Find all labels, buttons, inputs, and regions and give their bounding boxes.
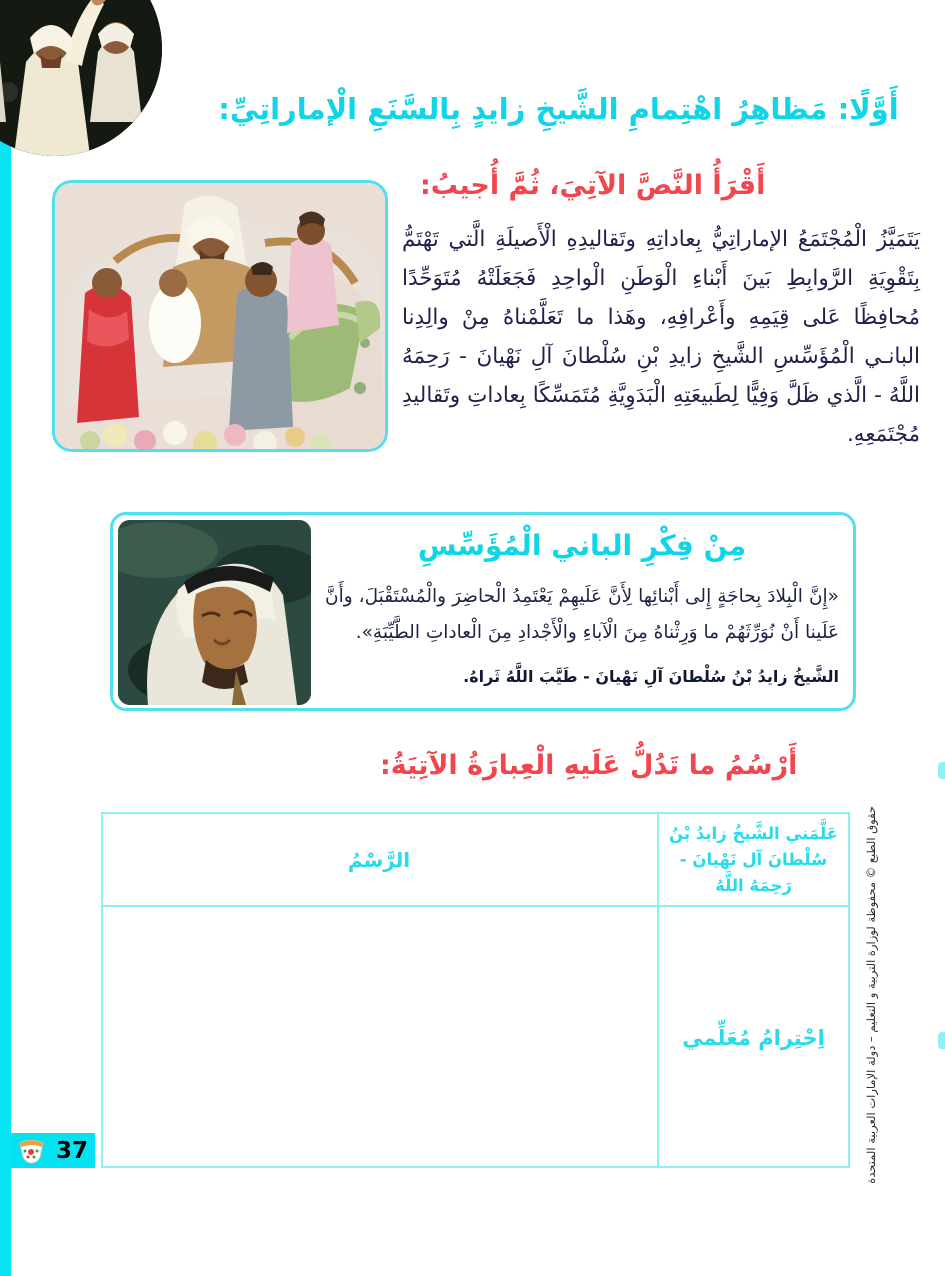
table-cell-statement: اِحْتِرامُ مُعَلِّمي [657,907,848,1168]
page-number: 37 [56,1137,89,1164]
copyright-vertical-text: حقوق الطبع © محفوظة لوزارة التربية و التعليم – دولة الإمارات العربية المتحدة [864,806,878,1184]
founder-box-title: مِنْ فِكْرِ الباني الْمُؤَسِّسِ [417,529,747,562]
draw-instruction-heading: أَرْسُمُ ما تَدُلُّ عَلَيهِ الْعِبارَةُ الآتِيَةُ: [380,750,798,781]
page-number-band [11,1133,95,1168]
table-header-statement: عَلَّمَني الشَّيخُ زايدُ بْنُ سُلْطانَ آل نَهْيانَ - رَحِمَهُ اللَّهُ [657,814,848,907]
sheikh-zayed-with-children-photo [52,180,388,452]
portrait-illustration [118,520,311,705]
left-edge-bar [0,0,11,1276]
right-edge-mark-top [938,762,945,779]
coffee-cup-icon [17,1137,46,1164]
right-edge-mark-bottom [938,1032,945,1049]
sheikh-zayed-waving-photo [0,0,162,156]
founder-quote-attribution: الشَّيخُ زايدُ بْنُ سُلْطانَ آلِ نَهْيانَ - طَيَّبَ اللَّهُ ثَراهُ. [463,667,839,686]
table-cell-drawing-area[interactable] [101,907,657,1168]
main-paragraph: يَتَمَيَّزُ الْمُجْتَمَعُ الإماراتِيُّ بِعاداتِهِ وتَقاليدِهِ الْأَصيلَةِ الَّتي تَهْتَمُّ بِتَقْوِيَةِ الرَّوابِطِ بَينَ أَبْناءِ الْوَطَنِ الْواحِدِ فَجَعَلَتْهُ مُتَوَحِّدًا مُحافِظًا عَلى قِيَمِهِ وأَعْرافِهِ، وهَذا ما تَعَلَّمْناهُ مِنْ والِدِنا البانـي الْمُؤَسِّسِ الشَّيخِ زايدِ بْنِ سُلْطانَ آلِ نَهْيانَ - رَحِمَهُ اللَّهُ - الَّذي ظَلَّ وَفِيًّا لِطَبيعَتِهِ الْبَدَوِيَّةِ مُتَمَسِّكًا بِعاداتِ وتَقاليدِ مُجْتَمَعِهِ. [402,227,920,447]
table-header-drawing: الرَّسْمُ [101,814,657,907]
sheikh-zayed-portrait-photo [118,520,311,705]
read-instruction-heading: أَقْرَأُ النَّصَّ الآتِيَ، ثُمَّ أُجيبُ: [420,170,766,201]
activity-table [101,812,850,1168]
founder-quote-text: «إِنَّ الْبِلادَ بِحاجَةٍ إِلى أَبْنائِها لِأَنَّ عَلَيهِمْ يَعْتَمِدُ الْحاضِرَ والْمُسْتَقْبَلَ، وأَنَّ عَلَينا أَنْ نُوَرِّثَهُمْ ما وَرِثْناهُ مِنَ الْآباءِ والْأَجْدادِ مِنَ الْعاداتِ الطَّيِّبَةِ». [325,586,839,643]
founder-quote-box [110,512,856,711]
section-title: أَوَّلًا: مَظاهِرُ اهْتِمامِ الشَّيخِ زايدٍ بِالسَّنَعِ الْإماراتِيِّ: [218,92,899,126]
waving-photo-illustration [0,0,162,156]
family-photo-illustration [55,183,385,449]
